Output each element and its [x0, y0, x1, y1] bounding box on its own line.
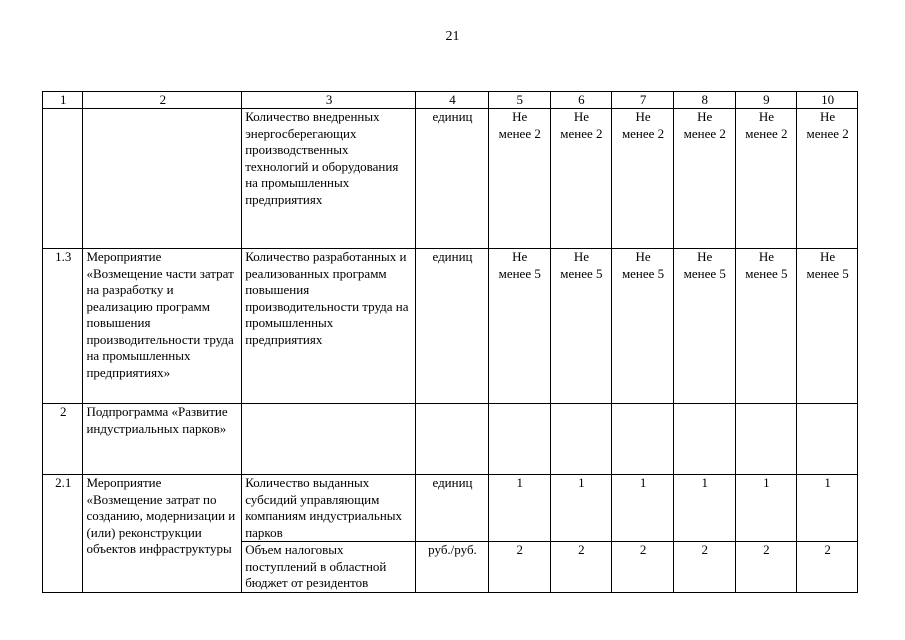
indicator-name: Количество выданных субсидий управляющим компаниям индустриальных парков: [242, 475, 416, 542]
column-number-4: 4: [416, 92, 489, 109]
column-number-5: 5: [488, 92, 550, 109]
target-value: Не менее 5: [550, 249, 612, 404]
column-number-2: 2: [83, 92, 242, 109]
indicator-name: Объем налоговых поступлений в областной бюджет от резидентов: [242, 542, 416, 593]
target-value: 1: [612, 475, 674, 542]
table-row: [43, 404, 858, 475]
target-value: Не менее 2: [673, 109, 735, 249]
column-number-7: 7: [612, 92, 674, 109]
table-row: [43, 109, 858, 249]
target-value: Не менее 5: [673, 249, 735, 404]
target-value: Не менее 5: [488, 249, 550, 404]
column-number-9: 9: [735, 92, 797, 109]
target-value: 2: [488, 542, 550, 593]
column-number-8: 8: [673, 92, 735, 109]
target-value: [673, 404, 735, 475]
target-value: Не менее 2: [612, 109, 674, 249]
column-number-10: 10: [797, 92, 858, 109]
indicator-name: Количество внедренных энергосберегающих производственных технологий и оборудования на промышленных предприятиях: [242, 109, 416, 249]
target-value: Не менее 2: [550, 109, 612, 249]
row-number: 1.3: [43, 249, 83, 404]
unit: единиц: [416, 109, 489, 249]
target-value: [612, 404, 674, 475]
unit: руб./руб.: [416, 542, 489, 593]
row-number: [43, 109, 83, 249]
target-value: [488, 404, 550, 475]
unit: единиц: [416, 475, 489, 542]
target-value: Не менее 2: [797, 109, 858, 249]
measure-name: Мероприятие «Возмещение части затрат на разработку и реализацию программ повышения производительности труда на промышленных предприятиях»: [83, 249, 242, 404]
column-number-1: 1: [43, 92, 83, 109]
target-value: 2: [550, 542, 612, 593]
table-row: [43, 249, 858, 404]
target-value: 2: [673, 542, 735, 593]
target-value: 1: [673, 475, 735, 542]
target-value: 1: [488, 475, 550, 542]
column-number-3: 3: [242, 92, 416, 109]
page-number: 21: [445, 29, 460, 44]
table-header-row: [43, 92, 858, 109]
target-value: 2: [797, 542, 858, 593]
target-value: 1: [797, 475, 858, 542]
indicator-name: Количество разработанных и реализованных программ повышения производительности труда на промышленных предприятиях: [242, 249, 416, 404]
target-value: 1: [735, 475, 797, 542]
target-value: 2: [735, 542, 797, 593]
target-value: Не менее 2: [735, 109, 797, 249]
row-number: 2.1: [43, 475, 83, 593]
target-value: 1: [550, 475, 612, 542]
indicator-name: [242, 404, 416, 475]
row-number: 2: [43, 404, 83, 475]
target-value: Не менее 5: [735, 249, 797, 404]
unit: единиц: [416, 249, 489, 404]
unit: [416, 404, 489, 475]
table-row: [43, 475, 858, 542]
target-value: 2: [612, 542, 674, 593]
indicators-table: [42, 91, 858, 593]
target-value: [550, 404, 612, 475]
target-value: [797, 404, 858, 475]
subprogram-name: Подпрограмма «Развитие индустриальных парков»: [83, 404, 242, 475]
target-value: [735, 404, 797, 475]
measure-name: Мероприятие «Возмещение затрат по созданию, модернизации и (или) реконструкции объектов инфраструктуры: [83, 475, 242, 593]
target-value: Не менее 2: [488, 109, 550, 249]
target-value: Не менее 5: [612, 249, 674, 404]
target-value: Не менее 5: [797, 249, 858, 404]
measure-name: [83, 109, 242, 249]
column-number-6: 6: [550, 92, 612, 109]
